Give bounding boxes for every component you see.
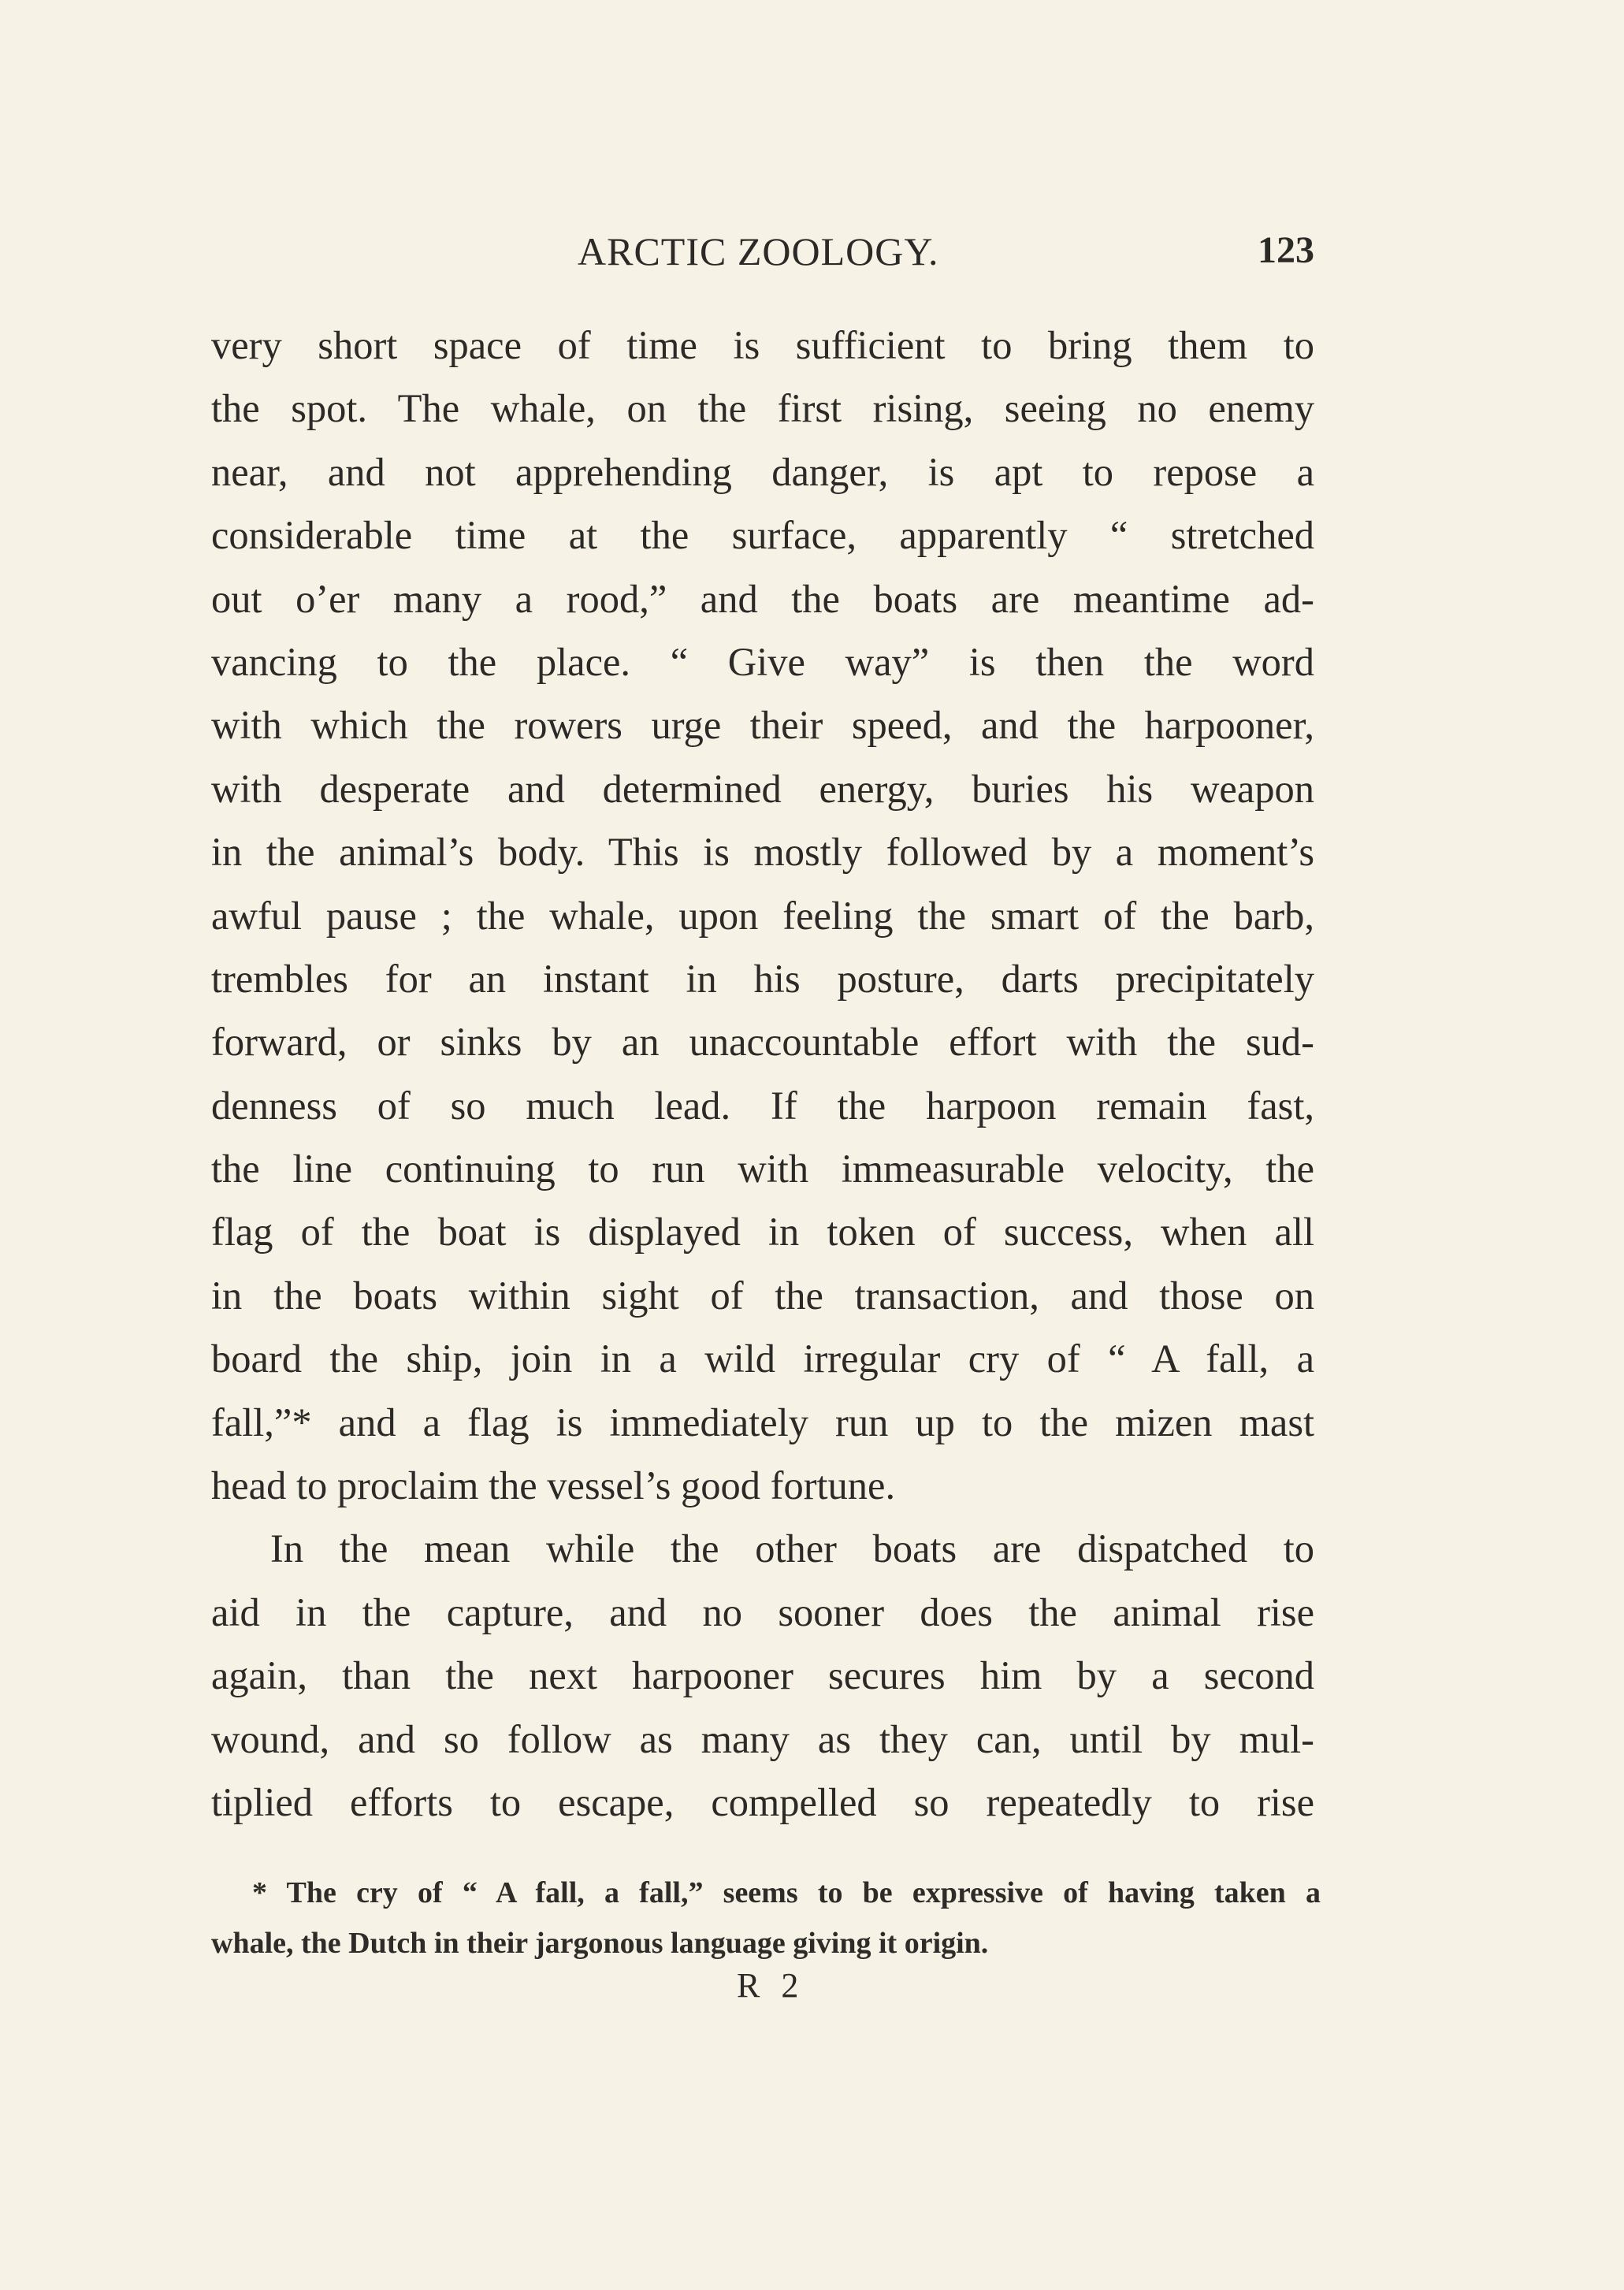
text-line: trembles for an instant in his posture, darts precipitately bbox=[211, 956, 1314, 1001]
signature-mark: R 2 bbox=[737, 1966, 805, 2005]
paragraph-start-line: In the mean while the other boats are dispatched to bbox=[270, 1526, 1314, 1571]
text-line: fall,”* and a flag is immediately run up to the mizen mast bbox=[211, 1400, 1314, 1444]
text-line: board the ship, join in a wild irregular cry of “ A fall, a bbox=[211, 1336, 1314, 1381]
text-line: forward, or sinks by an unaccountable effort with the sud- bbox=[211, 1020, 1314, 1065]
text-line: again, than the next harpooner secures him by a second bbox=[211, 1653, 1314, 1698]
footnote bbox=[211, 1868, 1321, 1968]
page-number: 123 bbox=[1258, 229, 1314, 271]
text-line: aid in the capture, and no sooner does the animal rise bbox=[211, 1589, 1314, 1634]
text-line: wound, and so follow as many as they can, until by mul- bbox=[211, 1716, 1314, 1761]
text-line: with which the rowers urge their speed, and the harpooner, bbox=[211, 703, 1314, 748]
running-title: ARCTIC ZOOLOGY. bbox=[578, 229, 939, 273]
footnote-line: * The cry of “ A fall, a fall,” seems to be expressive of having taken a bbox=[252, 1876, 1321, 1909]
text-line: the spot. The whale, on the first rising, seeing no enemy bbox=[211, 386, 1314, 431]
text-line: head to proclaim the vessel’s good fortune. bbox=[211, 1463, 896, 1508]
text-line: considerable time at the surface, apparently “ stretched bbox=[211, 513, 1314, 558]
body-text bbox=[211, 314, 1314, 1834]
text-line: with desperate and determined energy, buries his weapon bbox=[211, 766, 1314, 811]
footnote-line: whale, the Dutch in their jargonous language giving it origin. bbox=[211, 1927, 989, 1960]
text-line: vancing to the place. “ Give way” is then the word bbox=[211, 639, 1314, 684]
page-header bbox=[211, 229, 1314, 284]
text-line: very short space of time is sufficient to bring them to bbox=[211, 323, 1314, 367]
text-line: out o’er many a rood,” and the boats are meantime ad- bbox=[211, 576, 1314, 621]
text-line: flag of the boat is displayed in token of success, when all bbox=[211, 1210, 1314, 1255]
text-line: awful pause ; the whale, upon feeling the smart of the barb, bbox=[211, 893, 1314, 938]
text-line: the line continuing to run with immeasurable velocity, the bbox=[211, 1147, 1314, 1191]
text-line: near, and not apprehending danger, is apt to repose a bbox=[211, 449, 1314, 494]
text-line: denness of so much lead. If the harpoon remain fast, bbox=[211, 1083, 1314, 1128]
text-line: in the boats within sight of the transaction, and those on bbox=[211, 1273, 1314, 1318]
text-line: in the animal’s body. This is mostly followed by a moment’s bbox=[211, 830, 1314, 875]
text-line: tiplied efforts to escape, compelled so repeatedly to rise bbox=[211, 1779, 1314, 1824]
